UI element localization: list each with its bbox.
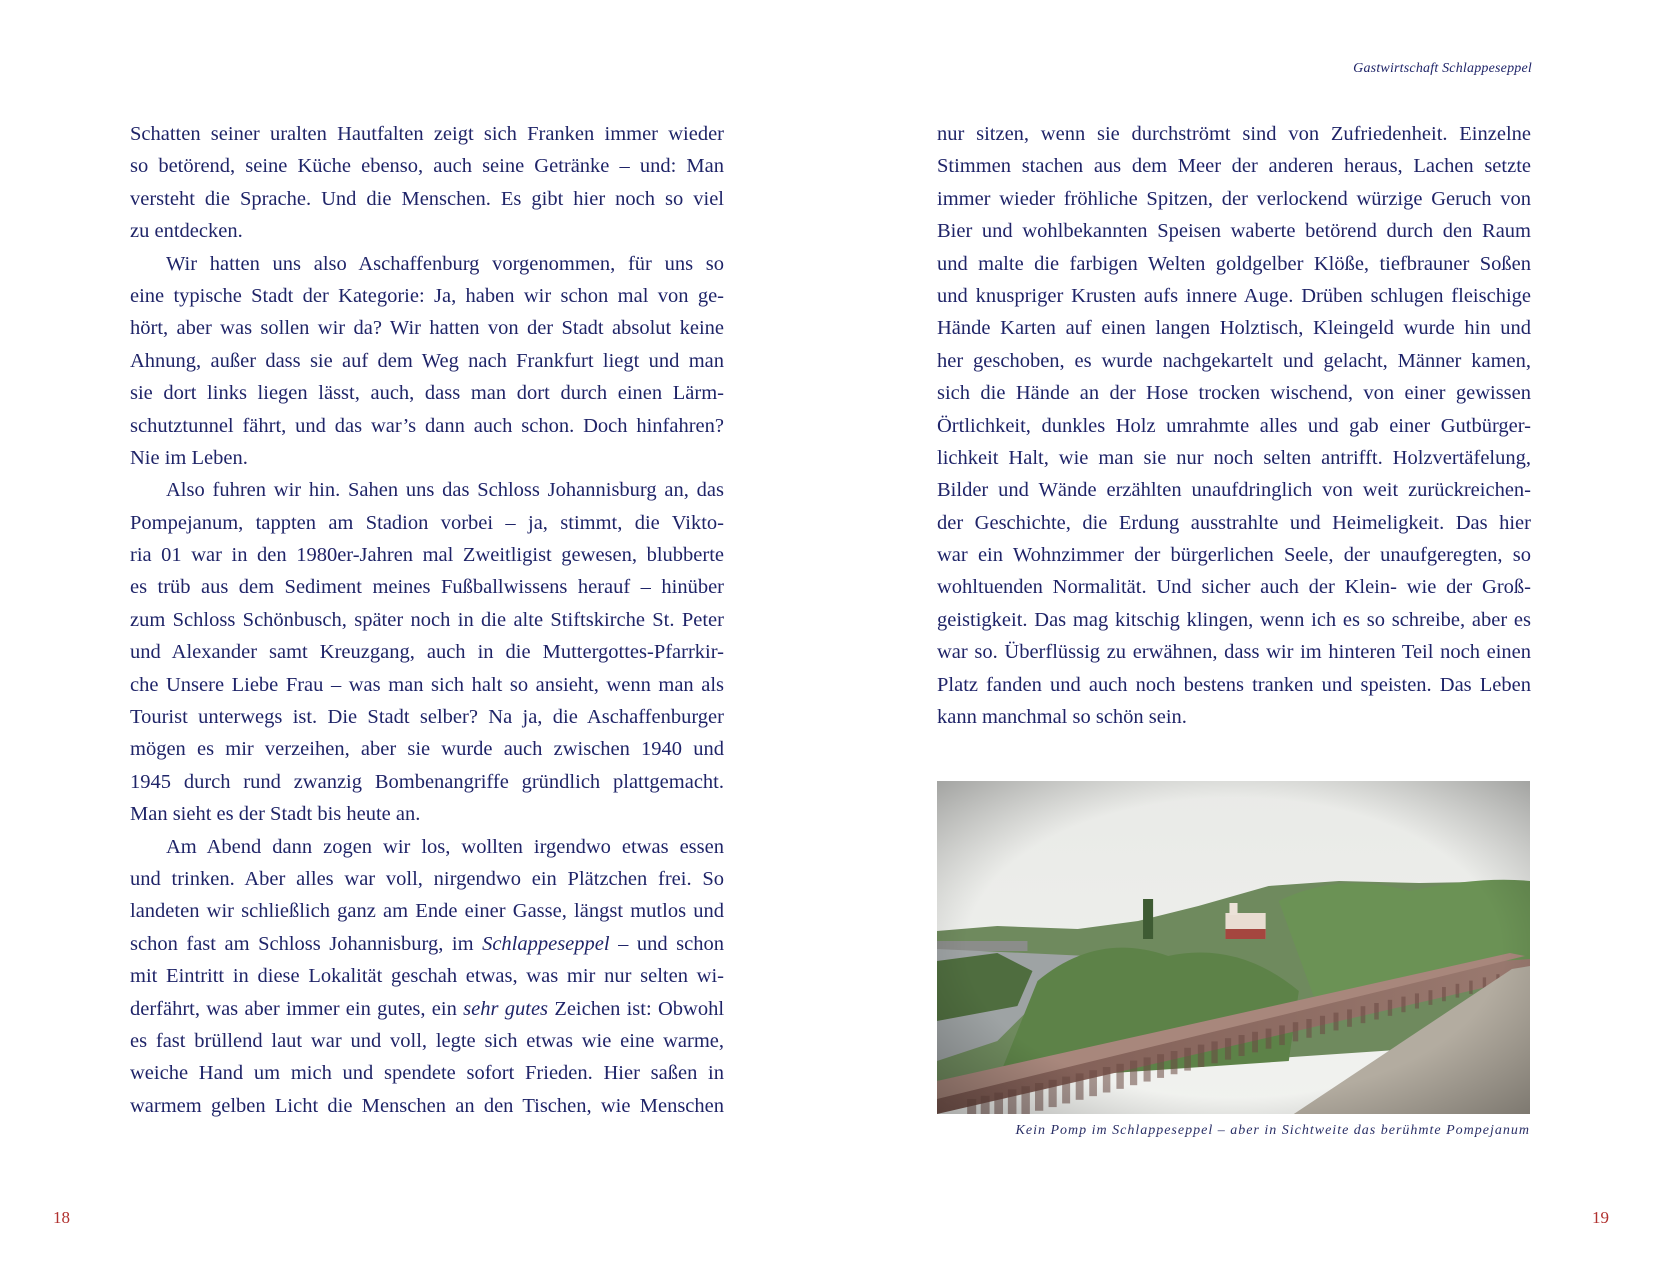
text-line: Pompejanum, tappten am Stadion vorbei – ja, stimmt, die Vikto- <box>130 511 724 534</box>
photo-pompejanum-balustrade <box>937 781 1530 1114</box>
text-line: mit Eintritt in diese Lokalität geschah etwas, was mir nur selten wi- <box>130 965 724 988</box>
text-line: der Geschichte, die Erdung ausstrahlte und Heimeligkeit. Das hier <box>937 511 1531 534</box>
right-page-body <box>937 118 1531 733</box>
text-line: Bilder und Wände erzählten unaufdringlich von weit zurückreichen- <box>937 479 1531 502</box>
page-number-left: 18 <box>53 1208 70 1227</box>
paragraph <box>937 118 1531 733</box>
text-line: Man sieht es der Stadt bis heute an. <box>130 803 421 826</box>
text-line: kann manchmal so schön sein. <box>937 706 1187 729</box>
text-line: Örtlichkeit, dunkles Holz umrahmte alles und gab einer Gutbürger- <box>937 414 1531 437</box>
text-line: lichkeit Halt, wie man sie nur noch selten antrifft. Holzvertäfelung, <box>937 446 1531 469</box>
text-line: es fast brüllend laut war und voll, legte sich etwas wie eine warme, <box>130 1029 724 1052</box>
paragraph <box>130 248 724 475</box>
text-line: Wir hatten uns also Aschaffenburg vorgenommen, für uns so <box>166 252 724 275</box>
text-line: hört, aber was sollen wir da? Wir hatten von der Stadt absolut keine <box>130 317 724 340</box>
text-line: ria 01 war in den 1980er-Jahren mal Zweitligist gewesen, blubberte <box>130 544 724 567</box>
italic-text: sehr gutes <box>463 997 549 1020</box>
text-line: und Alexander samt Kreuzgang, auch in die Muttergottes-Pfarrkir- <box>130 641 724 664</box>
text-line: warmem gelben Licht die Menschen an den Tischen, wie Menschen <box>130 1094 724 1117</box>
text-segment: schon fast am Schloss Johannisburg, im <box>130 932 483 955</box>
photo-caption: Kein Pomp im Schlappeseppel – aber in Sichtweite das berühmte Pompejanum <box>1015 1123 1530 1138</box>
text-line: schutztunnel fährt, und das war’s dann auch schon. Doch hinfahren? <box>130 414 724 437</box>
paragraph <box>130 118 724 248</box>
text-line: Hände Karten auf einen langen Holztisch, Kleingeld wurde hin und <box>937 317 1531 340</box>
page-number-right: 19 <box>1592 1208 1609 1227</box>
text-line: eine typische Stadt der Kategorie: Ja, haben wir schon mal von ge- <box>130 284 724 307</box>
text-line: landeten wir schließlich ganz am Ende einer Gasse, längst mutlos und <box>130 900 724 923</box>
text-line: Platz fanden und auch noch bestens tranken und speisten. Das Leben <box>937 673 1531 696</box>
text-line <box>130 928 724 960</box>
text-line: es trüb aus dem Sediment meines Fußballwissens herauf – hinüber <box>130 576 724 599</box>
text-line: und trinken. Aber alles war voll, nirgendwo ein Plätzchen frei. So <box>130 867 724 890</box>
text-line: sich die Hände an der Hose trocken wischend, von einer gewissen <box>937 382 1531 405</box>
text-line <box>130 993 724 1025</box>
paragraph <box>130 474 724 830</box>
text-line: versteht die Sprache. Und die Menschen. Es gibt hier noch so viel <box>130 187 724 210</box>
running-header: Gastwirtschaft Schlappeseppel <box>1353 61 1532 76</box>
text-line: weiche Hand um mich und spendete sofort Frieden. Hier saßen in <box>130 1062 724 1085</box>
text-line: Stimmen stachen aus dem Meer der anderen heraus, Lachen setzte <box>937 155 1531 178</box>
text-line: und malte die farbigen Welten goldgelber Klöße, tiefbrauner Soßen <box>937 252 1531 275</box>
italic-text: Schlappeseppel <box>482 932 610 955</box>
text-line: so betörend, seine Küche ebenso, auch seine Getränke – und: Man <box>130 155 724 178</box>
paragraph <box>130 831 724 1123</box>
text-line: Ahnung, außer dass sie auf dem Weg nach Frankfurt liegt und man <box>130 349 724 372</box>
text-line: mögen es mir verzeihen, aber sie wurde auch zwischen 1940 und <box>130 738 724 761</box>
text-segment: Zeichen ist: Obwohl <box>548 997 724 1020</box>
text-line: wohltuenden Normalität. Und sicher auch der Klein- wie der Groß- <box>937 576 1531 599</box>
text-line: immer wieder fröhliche Spitzen, der verlockend würzige Geruch von <box>937 187 1531 210</box>
left-page-body <box>130 118 724 1122</box>
text-line: sie dort links liegen lässt, auch, dass man dort durch einen Lärm- <box>130 382 724 405</box>
text-line: Bier und wohlbekannten Speisen waberte betörend durch den Raum <box>937 220 1531 243</box>
text-line: che Unsere Liebe Frau – was man sich halt so ansieht, wenn man als <box>130 673 724 696</box>
text-segment: derfährt, was aber immer ein gutes, ein <box>130 997 464 1020</box>
text-line: Nie im Leben. <box>130 446 248 469</box>
text-line: war ein Wohnzimmer der bürgerlichen Seele, der unaufgeregten, so <box>937 544 1531 567</box>
text-line: und knuspriger Krusten aufs innere Auge. Drüben schlugen fleischige <box>937 284 1531 307</box>
text-line: her geschoben, es wurde nachgekartelt und gelacht, Männer kamen, <box>937 349 1531 372</box>
text-segment: – und schon <box>609 932 724 955</box>
text-line: zum Schloss Schönbusch, später noch in die alte Stiftskirche St. Peter <box>130 608 724 631</box>
text-line: war so. Überflüssig zu erwähnen, dass wir im hinteren Teil noch einen <box>937 641 1531 664</box>
text-line: Tourist unterwegs ist. Die Stadt selber? Na ja, die Aschaffenburger <box>130 706 724 729</box>
text-line: nur sitzen, wenn sie durchströmt sind von Zufriedenheit. Einzelne <box>937 123 1531 145</box>
text-line: Schatten seiner uralten Hautfalten zeigt sich Franken immer wieder <box>130 123 724 145</box>
text-line: geistigkeit. Das mag kitschig klingen, wenn ich es so schreibe, aber es <box>937 608 1531 631</box>
text-line: Am Abend dann zogen wir los, wollten irgendwo etwas essen <box>166 835 724 858</box>
text-line: 1945 durch rund zwanzig Bombenangriffe gründlich plattgemacht. <box>130 770 724 793</box>
text-line: Also fuhren wir hin. Sahen uns das Schloss Johannisburg an, das <box>166 479 724 502</box>
text-line: zu entdecken. <box>130 220 243 243</box>
